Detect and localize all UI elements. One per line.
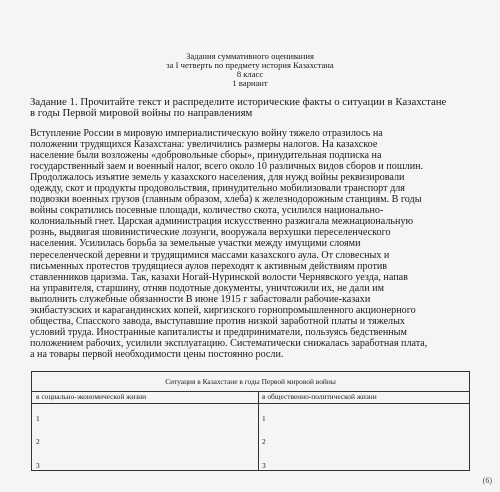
table-title: Ситуация в Казахстане в годы Первой мировой войны xyxy=(32,372,469,392)
body-line: Продолжалось изъятие земель у казахского населения, для нужд войны реквизировали xyxy=(30,172,405,184)
body-line: экибастузских и карагандинских копей, киргизского горнопромышленного акционерного xyxy=(30,304,416,316)
body-line: население были возложены «добровольные сборы», принудительная подписка на xyxy=(30,150,382,162)
body-line: рознь, выдвигая шовинистические лозунги, вооружала верхушки переселенческого xyxy=(30,227,391,239)
header-line: за I четверть по предмету история Казахстана xyxy=(166,60,334,70)
answer-table xyxy=(31,371,470,471)
column-header-socioeconomic: в социально-экономической жизни xyxy=(36,392,147,401)
body-line: условий труда. Иностранные капиталисты и предприниматели, пользуясь бедственным xyxy=(30,326,407,338)
row-number: 1 xyxy=(262,414,266,423)
body-line: войны сократились посевные площади, количество скота, усилился национально- xyxy=(30,205,384,217)
header-line: 8 класс xyxy=(236,69,264,79)
body-line: а на товары первой необходимости цены постоянно росли. xyxy=(30,348,284,360)
document-header xyxy=(0,52,500,88)
body-line: положении трудящихся Казахстана: увеличились размеры налогов. На казахское xyxy=(30,139,378,151)
body-paragraph xyxy=(30,128,475,360)
table-header-row xyxy=(32,391,469,404)
body-line: одежду, скот и продукты продовольствия, принудительно мобилизовали транспорт для xyxy=(30,183,405,195)
body-line: письменных протестов трудящиеся аулов переходят к активным действиям против xyxy=(30,260,388,272)
body-line: ставленников царизма. Так, казахи Ногай-Нуринской волости Чернявского уезда, напав xyxy=(30,271,408,283)
task-line: в годы Первой мировой войны по направлениям xyxy=(30,107,253,120)
row-number: 2 xyxy=(262,437,266,446)
column-header-sociopolitical: в общественно-политической жизни xyxy=(262,392,377,401)
row-number: 2 xyxy=(36,437,40,446)
task-heading xyxy=(30,97,480,120)
body-line: населения. Усилилась борьба за земельные участки между имущими слоями xyxy=(30,238,361,250)
body-line: общества, Спасского завода, выступавшие против низкой заработной платы и тяжелых xyxy=(30,315,405,327)
body-line: на управителя, старшину, отняв подотные документы, уничтожили их, не дали им xyxy=(30,282,384,294)
body-line: выполнить служебные обязанности В июне 1915 г забастовали рабочие-казахи xyxy=(30,293,371,305)
body-line: государственный заем и военный налог, всего около 10 различных видов сборов и пошлин. xyxy=(30,161,424,173)
body-line: Вступление России в мировую империалистическую войну тяжело отразилось на xyxy=(30,128,383,139)
row-number: 3 xyxy=(262,461,266,470)
body-line: колониальный гнет. Царская администрация искусственно разжигала межнациональную xyxy=(30,216,414,228)
row-number: 3 xyxy=(36,461,40,470)
score-mark: (6) xyxy=(482,476,492,485)
body-line: переселенческой деревни и трудящимися массами казахского аула. От словесных и xyxy=(30,249,390,261)
row-number: 1 xyxy=(36,414,40,423)
header-line: Задания суммативного оценивания xyxy=(186,51,314,61)
column-divider xyxy=(258,391,259,470)
header-line: 1 вариант xyxy=(232,78,268,88)
body-line: подвозки военных грузов (главным образом, хлеба) к железнодорожным станциям. В годы xyxy=(30,194,422,206)
task-line: Задание 1. Прочитайте текст и распределите исторические факты о ситуации в Казахстане xyxy=(30,96,447,108)
body-line: положением рабочих, усилили эксплуатацию. Систематически снижалась заработная плата, xyxy=(30,337,428,349)
